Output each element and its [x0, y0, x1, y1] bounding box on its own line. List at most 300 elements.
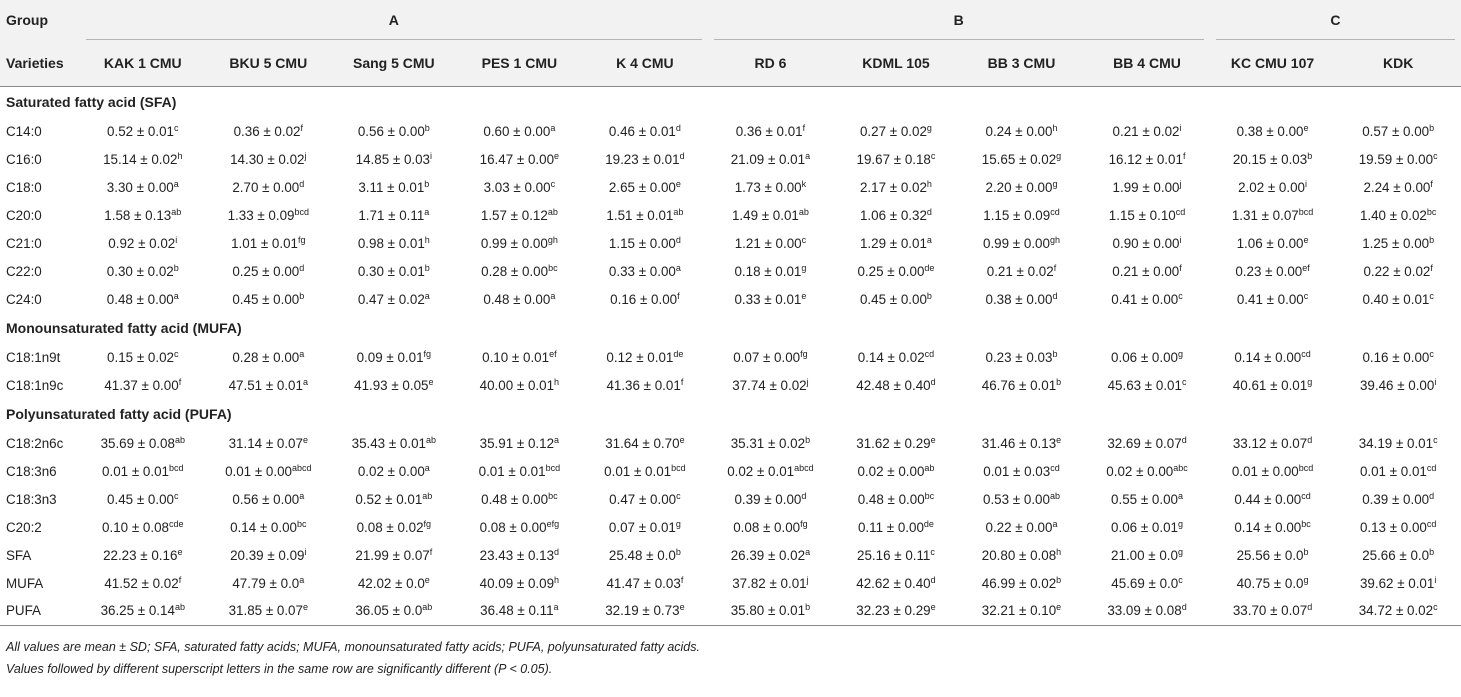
value-cell	[206, 201, 332, 229]
mean-sd-value: 26.39 ± 0.02	[730, 547, 806, 563]
significance-letter: bc	[1301, 518, 1311, 529]
value-cell	[1335, 229, 1461, 257]
value-cell	[582, 343, 708, 371]
mean-sd-value: 0.09 ± 0.01	[356, 349, 424, 365]
variety-header: K 4 CMU	[616, 55, 674, 71]
significance-letter: ef	[1302, 262, 1310, 273]
value-cell	[457, 285, 583, 313]
significance-letter: i	[1434, 574, 1437, 585]
significance-letter: bcd	[1298, 462, 1314, 473]
value-cell	[457, 117, 583, 145]
value-cell	[206, 145, 332, 173]
mean-sd-value: 21.00 ± 0.0	[1111, 547, 1178, 563]
value-cell	[582, 513, 708, 541]
significance-letter: a	[554, 434, 560, 445]
row-label: MUFA	[6, 575, 44, 591]
value-cell	[1084, 541, 1210, 569]
significance-letter: b	[1056, 376, 1062, 387]
mean-sd-value: 41.52 ± 0.02	[104, 575, 179, 591]
mean-sd-value: 1.31 ± 0.07	[1231, 207, 1299, 223]
mean-sd-value: 21.99 ± 0.07	[355, 547, 430, 563]
group-c-header: C	[1210, 0, 1461, 40]
value-cell	[708, 257, 834, 285]
significance-letter: f	[1430, 178, 1433, 189]
value-cell	[457, 145, 583, 173]
mean-sd-value: 0.57 ± 0.00	[1362, 123, 1430, 139]
value-cell	[1335, 257, 1461, 285]
significance-letter: ab	[174, 434, 185, 445]
mean-sd-value: 39.62 ± 0.01	[1359, 575, 1435, 591]
significance-letter: e	[424, 574, 430, 585]
mean-sd-value: 0.01 ± 0.01	[1359, 463, 1427, 479]
value-cell	[1210, 201, 1336, 229]
value-cell	[206, 229, 332, 257]
significance-letter: b	[424, 262, 430, 273]
value-cell	[80, 569, 206, 597]
value-cell	[833, 457, 959, 485]
value-cell	[959, 371, 1085, 399]
mean-sd-value: 19.59 ± 0.00	[1358, 151, 1434, 167]
value-cell	[708, 201, 834, 229]
significance-letter: a	[805, 546, 811, 557]
value-cell	[708, 569, 834, 597]
value-cell	[959, 257, 1085, 285]
mean-sd-value: 0.55 ± 0.00	[1111, 491, 1178, 507]
value-cell	[1335, 117, 1461, 145]
mean-sd-value: 0.25 ± 0.00	[232, 263, 300, 279]
mean-sd-value: 0.48 ± 0.00	[483, 291, 551, 307]
significance-letter: h	[926, 178, 932, 189]
mean-sd-value: 0.90 ± 0.00	[1112, 235, 1180, 251]
significance-letter: d	[299, 178, 305, 189]
value-cell	[457, 485, 583, 513]
value-cell	[582, 485, 708, 513]
significance-letter: e	[1056, 434, 1062, 445]
significance-letter: cd	[1301, 490, 1311, 501]
significance-letter: ef	[549, 348, 557, 359]
significance-letter: gh	[1049, 234, 1060, 245]
value-cell	[331, 229, 457, 257]
mean-sd-value: 31.14 ± 0.07	[228, 435, 303, 451]
value-cell	[80, 257, 206, 285]
significance-letter: e	[302, 434, 308, 445]
mean-sd-value: 0.14 ± 0.00	[1234, 519, 1302, 535]
mean-sd-value: 0.07 ± 0.01	[608, 519, 676, 535]
value-cell	[331, 371, 457, 399]
mean-sd-value: 35.43 ± 0.01	[351, 435, 426, 451]
significance-letter: ab	[174, 602, 185, 613]
value-cell	[80, 513, 206, 541]
footnote-significance: Values followed by different superscript letters in the same row are significantly different (P < 0.05).	[6, 661, 553, 676]
mean-sd-value: 41.93 ± 0.05	[354, 377, 429, 393]
mean-sd-value: 0.14 ± 0.00	[1234, 349, 1302, 365]
value-cell	[1335, 173, 1461, 201]
row-label: PUFA	[0, 597, 80, 625]
value-cell	[1210, 541, 1336, 569]
significance-letter: i	[1179, 234, 1182, 245]
table-row	[0, 117, 1461, 145]
significance-letter: e	[1303, 122, 1309, 133]
mean-sd-value: 32.23 ± 0.29	[856, 603, 931, 619]
mean-sd-value: 21.09 ± 0.01	[730, 151, 806, 167]
significance-letter: f	[300, 122, 304, 133]
value-cell	[1210, 117, 1336, 145]
table-row	[0, 201, 1461, 229]
significance-letter: k	[801, 178, 807, 189]
mean-sd-value: 1.57 ± 0.12	[480, 207, 548, 223]
value-cell	[833, 145, 959, 173]
value-cell	[708, 513, 834, 541]
mean-sd-value: 0.40 ± 0.01	[1362, 291, 1430, 307]
significance-letter: d	[1181, 434, 1187, 445]
mean-sd-value: 0.02 ± 0.00	[357, 463, 425, 479]
significance-letter: d	[930, 574, 936, 585]
mean-sd-value: 40.75 ± 0.0	[1236, 575, 1304, 591]
variety-header: BKU 5 CMU	[229, 55, 308, 71]
value-cell	[1084, 485, 1210, 513]
significance-letter: a	[424, 206, 430, 217]
significance-letter: d	[1307, 434, 1313, 445]
group-header-row	[0, 0, 1461, 40]
mean-sd-value: 31.85 ± 0.07	[228, 603, 303, 619]
mean-sd-value: 0.48 ± 0.00	[481, 491, 549, 507]
value-cell	[1084, 569, 1210, 597]
mean-sd-value: 1.25 ± 0.00	[1362, 235, 1430, 251]
mean-sd-value: 0.18 ± 0.01	[734, 263, 802, 279]
significance-letter: ab	[547, 206, 558, 217]
mean-sd-value: 16.12 ± 0.01	[1108, 151, 1183, 167]
mean-sd-value: 35.69 ± 0.08	[100, 435, 175, 451]
significance-letter: fg	[298, 234, 306, 245]
mean-sd-value: 2.70 ± 0.00	[232, 179, 300, 195]
value-cell	[959, 201, 1085, 229]
mean-sd-value: 0.14 ± 0.02	[857, 349, 925, 365]
value-cell	[80, 173, 206, 201]
section-title: Saturated fatty acid (SFA)	[6, 94, 177, 110]
significance-letter: ab	[1049, 490, 1060, 501]
value-cell	[708, 229, 834, 257]
mean-sd-value: 32.19 ± 0.73	[605, 603, 680, 619]
row-label: C14:0	[6, 123, 42, 139]
significance-letter: de	[923, 518, 934, 529]
value-cell	[959, 513, 1085, 541]
mean-sd-value: 47.51 ± 0.01	[228, 377, 303, 393]
significance-letter: de	[673, 348, 684, 359]
mean-sd-value: 35.31 ± 0.02	[730, 435, 806, 451]
significance-letter: e	[930, 602, 936, 613]
value-cell	[833, 343, 959, 371]
significance-letter: h	[554, 376, 560, 387]
mean-sd-value: 0.01 ± 0.03	[983, 463, 1051, 479]
mean-sd-value: 0.06 ± 0.01	[1111, 519, 1178, 535]
value-cell	[959, 541, 1085, 569]
mean-sd-value: 32.69 ± 0.07	[1107, 435, 1182, 451]
significance-letter: c	[173, 348, 179, 359]
significance-letter: f	[1053, 262, 1057, 273]
significance-letter: d	[1052, 290, 1058, 301]
mean-sd-value: 1.06 ± 0.32	[859, 207, 927, 223]
mean-sd-value: 33.70 ± 0.07	[1232, 603, 1308, 619]
mean-sd-value: 1.99 ± 0.00	[1112, 179, 1180, 195]
mean-sd-value: 0.56 ± 0.00	[232, 491, 300, 507]
mean-sd-value: 42.02 ± 0.0	[357, 575, 425, 591]
significance-letter: h	[1056, 546, 1062, 557]
significance-letter: a	[926, 234, 932, 245]
value-cell	[457, 343, 583, 371]
significance-letter: c	[1429, 348, 1434, 359]
significance-letter: b	[805, 434, 811, 445]
value-cell	[708, 117, 834, 145]
value-cell	[833, 257, 959, 285]
mean-sd-value: 22.23 ± 0.16	[103, 547, 178, 563]
value-cell	[959, 285, 1085, 313]
table-row	[0, 343, 1461, 371]
significance-letter: a	[173, 178, 179, 189]
mean-sd-value: 0.08 ± 0.02	[356, 519, 424, 535]
value-cell	[331, 513, 457, 541]
significance-letter: c	[1433, 602, 1438, 613]
mean-sd-value: 0.47 ± 0.02	[357, 291, 425, 307]
value-cell	[582, 229, 708, 257]
significance-letter: c	[1433, 434, 1438, 445]
value-cell	[708, 597, 834, 625]
significance-letter: i	[1179, 122, 1182, 133]
significance-letter: e	[428, 376, 434, 387]
mean-sd-value: 0.48 ± 0.00	[106, 291, 174, 307]
mean-sd-value: 0.02 ± 0.01	[727, 463, 795, 479]
significance-letter: c	[1429, 290, 1434, 301]
mean-sd-value: 0.45 ± 0.00	[232, 291, 300, 307]
mean-sd-value: 1.33 ± 0.09	[227, 207, 295, 223]
value-cell	[80, 285, 206, 313]
value-cell	[80, 343, 206, 371]
significance-letter: a	[424, 462, 430, 473]
variety-header: BB 3 CMU	[987, 55, 1056, 71]
mean-sd-value: 41.36 ± 0.01	[606, 377, 681, 393]
mean-sd-value: 34.19 ± 0.01	[1358, 435, 1434, 451]
mean-sd-value: 46.76 ± 0.01	[981, 377, 1057, 393]
significance-letter: c	[1433, 150, 1438, 161]
row-label: C20:2	[6, 519, 42, 535]
significance-letter: a	[173, 290, 179, 301]
significance-letter: g	[1177, 546, 1183, 557]
mean-sd-value: 0.01 ± 0.01	[478, 463, 546, 479]
value-cell	[206, 173, 332, 201]
variety-header: Sang 5 CMU	[352, 55, 435, 71]
significance-letter: f	[429, 546, 433, 557]
significance-letter: d	[679, 150, 685, 161]
mean-sd-value: 2.24 ± 0.00	[1363, 179, 1431, 195]
value-cell	[582, 173, 708, 201]
section-header-row	[0, 399, 1461, 429]
significance-letter: b	[926, 290, 932, 301]
mean-sd-value: 0.22 ± 0.02	[1363, 263, 1431, 279]
mean-sd-value: 0.52 ± 0.01	[355, 491, 423, 507]
significance-letter: c	[173, 490, 179, 501]
significance-letter: f	[677, 290, 680, 301]
significance-letter: d	[930, 376, 936, 387]
value-cell	[708, 371, 834, 399]
value-cell	[331, 569, 457, 597]
value-cell	[959, 173, 1085, 201]
value-cell	[1210, 429, 1336, 457]
mean-sd-value: 0.38 ± 0.00	[1236, 123, 1304, 139]
significance-letter: f	[178, 574, 182, 585]
significance-letter: a	[1052, 518, 1058, 529]
mean-sd-value: 0.45 ± 0.00	[107, 491, 174, 507]
mean-sd-value: 1.58 ± 0.13	[104, 207, 172, 223]
value-cell	[80, 457, 206, 485]
value-cell	[1210, 457, 1336, 485]
mean-sd-value: 25.56 ± 0.0	[1236, 547, 1304, 563]
table-row	[0, 145, 1461, 173]
value-cell	[582, 569, 708, 597]
significance-letter: b	[424, 122, 430, 133]
value-cell	[708, 285, 834, 313]
value-cell	[833, 229, 959, 257]
row-label: C20:0	[6, 207, 42, 223]
mean-sd-value: 1.15 ± 0.00	[608, 235, 676, 251]
value-cell	[331, 201, 457, 229]
mean-sd-value: 0.01 ± 0.00	[1231, 463, 1299, 479]
mean-sd-value: 45.69 ± 0.0	[1111, 575, 1179, 591]
value-cell	[582, 201, 708, 229]
mean-sd-value: 3.30 ± 0.00	[106, 179, 174, 195]
mean-sd-value: 0.28 ± 0.00	[481, 263, 549, 279]
mean-sd-value: 0.36 ± 0.01	[735, 123, 803, 139]
mean-sd-value: 0.48 ± 0.00	[857, 491, 925, 507]
significance-letter: ab	[171, 206, 182, 217]
significance-letter: cd	[1050, 462, 1060, 473]
group-label: Group	[6, 12, 48, 28]
value-cell	[1335, 597, 1461, 625]
value-cell	[331, 343, 457, 371]
value-cell	[1210, 229, 1336, 257]
value-cell	[457, 229, 583, 257]
significance-letter: i	[175, 234, 178, 245]
mean-sd-value: 31.46 ± 0.13	[981, 435, 1057, 451]
row-label: C18:2n6c	[6, 435, 64, 451]
value-cell	[708, 173, 834, 201]
value-cell	[206, 513, 332, 541]
table-row	[0, 229, 1461, 257]
mean-sd-value: 0.44 ± 0.00	[1234, 491, 1302, 507]
significance-letter: ab	[426, 434, 437, 445]
significance-letter: a	[302, 376, 308, 387]
value-cell	[457, 257, 583, 285]
value-cell	[959, 569, 1085, 597]
group-a-header: A	[80, 0, 708, 40]
mean-sd-value: 0.99 ± 0.00	[983, 235, 1050, 251]
mean-sd-value: 0.15 ± 0.02	[107, 349, 174, 365]
mean-sd-value: 0.30 ± 0.02	[106, 263, 174, 279]
significance-letter: b	[424, 178, 430, 189]
mean-sd-value: 0.53 ± 0.00	[983, 491, 1050, 507]
significance-letter: c	[801, 234, 807, 245]
table-row	[0, 257, 1461, 285]
value-cell	[331, 485, 457, 513]
significance-letter: bcd	[545, 462, 561, 473]
mean-sd-value: 0.52 ± 0.01	[107, 123, 174, 139]
mean-sd-value: 32.21 ± 0.10	[981, 603, 1057, 619]
value-cell	[1335, 513, 1461, 541]
mean-sd-value: 40.61 ± 0.01	[1232, 377, 1308, 393]
value-cell	[457, 513, 583, 541]
value-cell	[206, 569, 332, 597]
significance-letter: efg	[546, 518, 560, 529]
significance-letter: e	[554, 150, 560, 161]
mean-sd-value: 0.08 ± 0.00	[733, 519, 801, 535]
value-cell	[833, 513, 959, 541]
significance-letter: j	[1179, 178, 1182, 189]
section-title: Monounsaturated fatty acid (MUFA)	[6, 320, 242, 336]
mean-sd-value: 25.48 ± 0.0	[608, 547, 676, 563]
mean-sd-value: 0.56 ± 0.00	[357, 123, 425, 139]
value-cell	[582, 257, 708, 285]
value-cell	[1084, 201, 1210, 229]
value-cell	[1210, 513, 1336, 541]
value-cell	[833, 597, 959, 625]
significance-letter: abcd	[794, 462, 814, 473]
significance-letter: ab	[422, 490, 433, 501]
mean-sd-value: 14.30 ± 0.02	[230, 151, 305, 167]
value-cell	[1210, 145, 1336, 173]
variety-header: BB 4 CMU	[1113, 55, 1181, 71]
mean-sd-value: 0.14 ± 0.00	[230, 519, 297, 535]
value-cell	[1210, 597, 1336, 625]
mean-sd-value: 0.99 ± 0.00	[480, 235, 548, 251]
value-cell	[1335, 485, 1461, 513]
value-cell	[206, 117, 332, 145]
significance-letter: e	[177, 546, 183, 557]
value-cell	[80, 117, 206, 145]
value-cell	[582, 285, 708, 313]
table-row	[0, 457, 1461, 485]
value-cell	[1210, 343, 1336, 371]
mean-sd-value: 1.71 ± 0.11	[358, 207, 425, 223]
mean-sd-value: 1.15 ± 0.10	[1108, 207, 1176, 223]
value-cell	[1335, 285, 1461, 313]
table-body	[0, 87, 1461, 626]
varieties-label: Varieties	[6, 55, 64, 71]
significance-letter: i	[1434, 376, 1437, 387]
mean-sd-value: 0.22 ± 0.00	[985, 519, 1053, 535]
significance-letter: g	[1056, 150, 1062, 161]
significance-letter: b	[1429, 122, 1435, 133]
significance-letter: bc	[924, 490, 935, 501]
significance-letter: b	[1303, 546, 1309, 557]
mean-sd-value: 1.73 ± 0.00	[734, 179, 802, 195]
mean-sd-value: 15.65 ± 0.02	[981, 151, 1057, 167]
significance-letter: c	[550, 178, 556, 189]
mean-sd-value: 0.24 ± 0.00	[985, 123, 1053, 139]
value-cell	[206, 541, 332, 569]
value-cell	[708, 457, 834, 485]
significance-letter: fg	[800, 348, 808, 359]
mean-sd-value: 40.09 ± 0.09	[479, 575, 555, 591]
mean-sd-value: 35.80 ± 0.01	[730, 603, 806, 619]
value-cell	[80, 429, 206, 457]
mean-sd-value: 47.79 ± 0.0	[232, 575, 300, 591]
significance-letter: abcd	[291, 462, 312, 473]
value-cell	[1335, 371, 1461, 399]
significance-letter: b	[1429, 546, 1435, 557]
value-cell	[1084, 257, 1210, 285]
value-cell	[331, 429, 457, 457]
mean-sd-value: 0.11 ± 0.00	[857, 519, 924, 535]
significance-letter: bcd	[1298, 206, 1314, 217]
significance-letter: h	[1052, 122, 1058, 133]
